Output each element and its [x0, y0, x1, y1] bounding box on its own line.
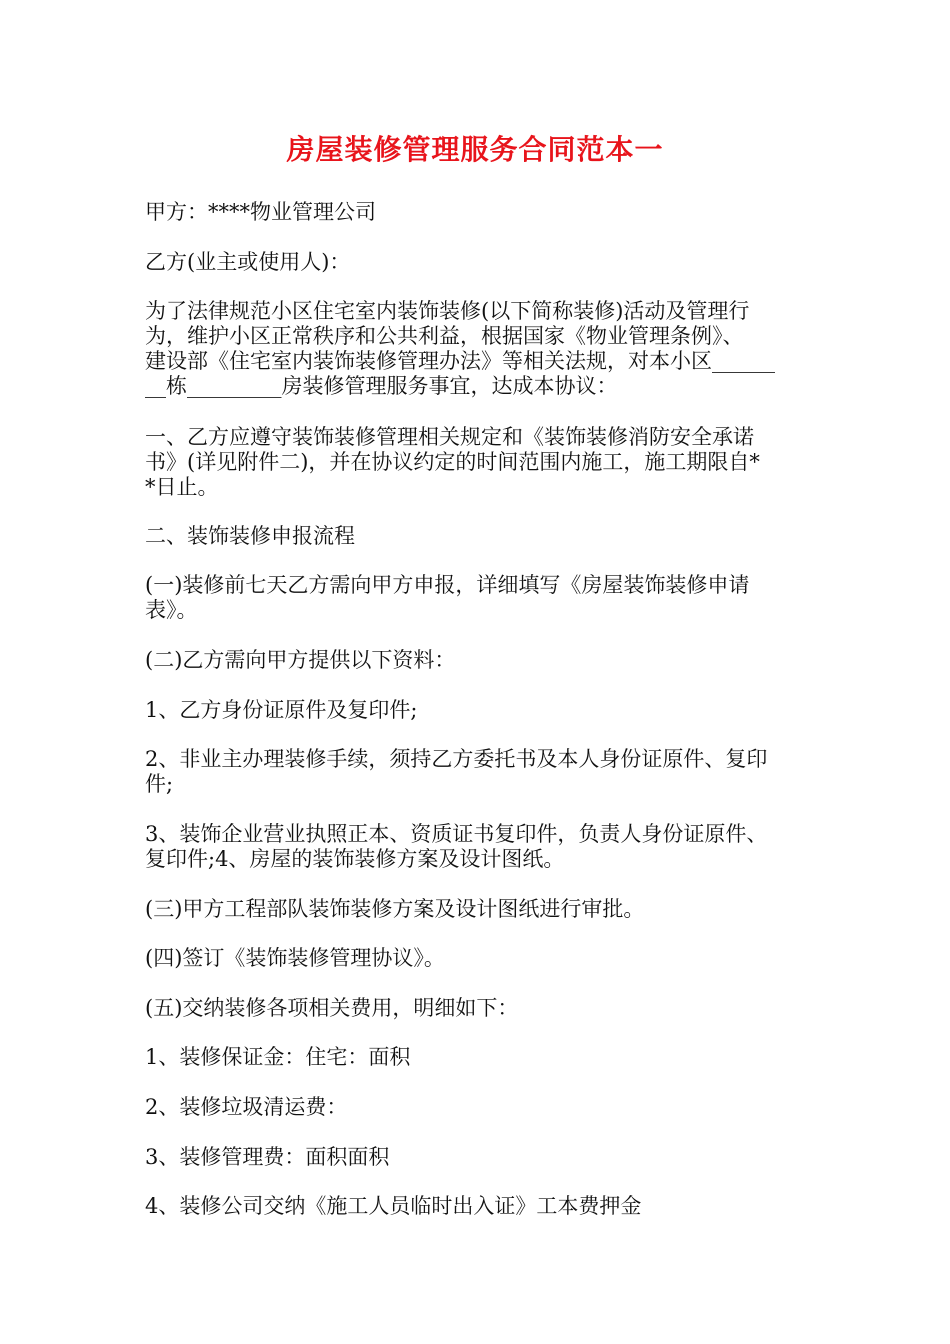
text-line: (三)甲方工程部队装饰装修方案及设计图纸进行审批。: [145, 897, 645, 921]
text-line: 1、乙方身份证原件及复印件;: [145, 698, 418, 722]
paragraph-clause-2-heading: [145, 524, 810, 549]
text-line: 一、乙方应遵守装饰装修管理相关规定和《装饰装修消防安全承诺: [145, 425, 754, 449]
text-line: 1、装修保证金：住宅：面积: [145, 1045, 411, 1069]
text-line: 二、装饰装修申报流程: [145, 524, 355, 548]
text-line: 甲方：****物业管理公司: [145, 200, 376, 224]
text-line: 建设部《住宅室内装饰装修管理办法》等相关法规，对本小区______: [145, 349, 775, 373]
paragraph-fee-1: [145, 1045, 810, 1070]
paragraph-clause-1: [145, 425, 810, 500]
paragraph-item-5: [145, 996, 810, 1021]
document-title: 房屋装修管理服务合同范本一: [286, 133, 664, 166]
text-line: (五)交纳装修各项相关费用，明细如下：: [145, 996, 519, 1020]
paragraph-party-a: [145, 200, 810, 225]
paragraph-fee-3: [145, 1145, 810, 1170]
text-line: 件;: [145, 772, 174, 796]
paragraph-fee-4: [145, 1194, 810, 1219]
text-line: 乙方(业主或使用人)：: [145, 250, 351, 274]
paragraph-preamble: [145, 299, 810, 399]
paragraph-item-1: [145, 573, 810, 623]
text-line: 3、装修管理费：面积面积: [145, 1145, 390, 1169]
paragraph-party-b: [145, 250, 810, 275]
text-line: (二)乙方需向甲方提供以下资料：: [145, 648, 456, 672]
paragraph-item-3: [145, 897, 810, 922]
text-line: (四)签订《装饰装修管理协议》。: [145, 946, 445, 970]
text-line: 书》(详见附件二)，并在协议约定的时间范围内施工，施工期限自*: [145, 450, 760, 474]
text-line: 2、装修垃圾清运费：: [145, 1095, 348, 1119]
text-line: __栋_________房装修管理服务事宜，达成本协议：: [145, 374, 618, 398]
text-line: 为，维护小区正常秩序和公共利益，根据国家《物业管理条例》、: [145, 324, 744, 348]
text-line: 表》。: [145, 598, 198, 622]
text-line: *日止。: [145, 475, 219, 499]
text-line: (一)装修前七天乙方需向甲方申报，详细填写《房屋装饰装修申请: [145, 573, 750, 597]
paragraph-material-2: [145, 747, 810, 797]
text-line: 为了法律规范小区住宅室内装饰装修(以下简称装修)活动及管理行: [145, 299, 750, 323]
paragraph-material-3: [145, 822, 810, 872]
paragraph-item-4: [145, 946, 810, 971]
text-line: 3、装饰企业营业执照正本、资质证书复印件，负责人身份证原件、: [145, 822, 768, 846]
paragraph-item-2: [145, 648, 810, 673]
paragraph-fee-2: [145, 1095, 810, 1120]
text-line: 4、装修公司交纳《施工人员临时出入证》工本费押金: [145, 1194, 642, 1218]
text-line: 复印件;4、房屋的装饰装修方案及设计图纸。: [145, 847, 565, 871]
text-line: 2、非业主办理装修手续，须持乙方委托书及本人身份证原件、复印: [145, 747, 768, 771]
paragraph-material-1: [145, 698, 810, 723]
